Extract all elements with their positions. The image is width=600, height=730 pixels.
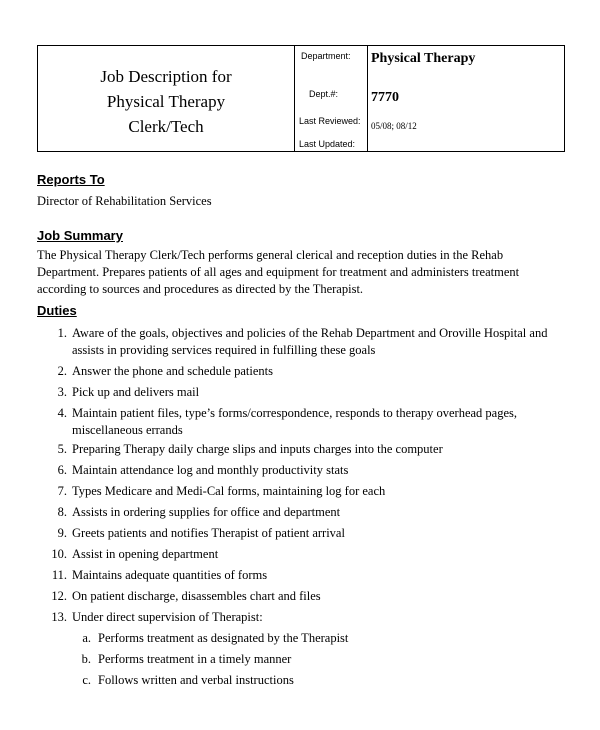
item-number: 13. xyxy=(51,610,67,624)
dept-no-label: Dept.#: xyxy=(309,89,339,99)
item-text: Aware of the goals, objectives and policies of the Rehab Department and Oroville Hospital and assists in providing services required in fulfilling these goals xyxy=(72,326,548,357)
item-text: Answer the phone and schedule patients xyxy=(72,364,273,378)
item-number: 9. xyxy=(57,526,67,540)
item-text: Pick up and delivers mail xyxy=(72,385,200,399)
item-number: 4. xyxy=(57,406,67,420)
item-text: Under direct supervision of Therapist: xyxy=(72,610,263,624)
dept-no-value: 7770 xyxy=(371,90,399,105)
header-box xyxy=(37,45,565,152)
sub-item-letter: b. xyxy=(81,652,91,666)
title-line: Physical Therapy xyxy=(106,92,226,111)
job-summary-text: The Physical Therapy Clerk/Tech performs general clerical and reception duties in the Rehab Department. Prepares patients of all ages and equipment for treatment and administers treatment according to sources and procedures as directed by the Therapist. xyxy=(37,248,520,296)
job-summary-heading: Job Summary xyxy=(37,228,123,243)
item-number: 12. xyxy=(51,589,67,603)
reports-to-heading: Reports To xyxy=(37,172,105,187)
item-text: Greets patients and notifies Therapist of patient arrival xyxy=(72,526,345,540)
item-number: 3. xyxy=(57,385,67,399)
title-cell xyxy=(38,46,295,151)
item-number: 1. xyxy=(57,326,67,340)
sub-item-letter: c. xyxy=(82,673,91,687)
item-number: 2. xyxy=(57,364,67,378)
item-text: On patient discharge, disassembles chart and files xyxy=(72,589,321,603)
item-text: Preparing Therapy daily charge slips and inputs charges into the computer xyxy=(72,442,443,456)
department-value: Physical Therapy xyxy=(371,51,476,66)
last-updated-label: Last Updated: xyxy=(299,139,356,149)
title-line: Clerk/Tech xyxy=(128,117,204,136)
duties-heading: Duties xyxy=(37,303,77,318)
item-text: Maintains adequate quantities of forms xyxy=(72,568,268,582)
sub-item-text: Performs treatment in a timely manner xyxy=(98,652,292,666)
document-title xyxy=(38,64,294,139)
item-text: Assist in opening department xyxy=(72,547,219,561)
value-column xyxy=(368,46,564,151)
item-text: Maintain patient files, type’s forms/correspondence, responds to therapy overhead pages, miscellaneous errands xyxy=(72,406,518,437)
item-text: Maintain attendance log and monthly productivity stats xyxy=(72,463,349,477)
sub-item-text: Performs treatment as designated by the Therapist xyxy=(98,631,349,645)
item-number: 8. xyxy=(57,505,67,519)
item-number: 6. xyxy=(57,463,67,477)
item-text: Assists in ordering supplies for office and department xyxy=(72,505,341,519)
title-line: Job Description for xyxy=(100,67,232,86)
department-label: Department: xyxy=(301,51,351,61)
item-number: 10. xyxy=(51,547,67,561)
item-number: 7. xyxy=(57,484,67,498)
last-reviewed-label: Last Reviewed: xyxy=(299,116,361,126)
item-number: 5. xyxy=(57,442,67,456)
item-number: 11. xyxy=(51,568,67,582)
item-text: Types Medicare and Medi-Cal forms, maintaining log for each xyxy=(72,484,386,498)
sub-item-letter: a. xyxy=(82,631,91,645)
sub-item-text: Follows written and verbal instructions xyxy=(98,673,294,687)
label-column xyxy=(294,46,368,151)
reports-to-text: Director of Rehabilitation Services xyxy=(37,194,212,208)
last-reviewed-value: 05/08; 08/12 xyxy=(371,121,417,131)
